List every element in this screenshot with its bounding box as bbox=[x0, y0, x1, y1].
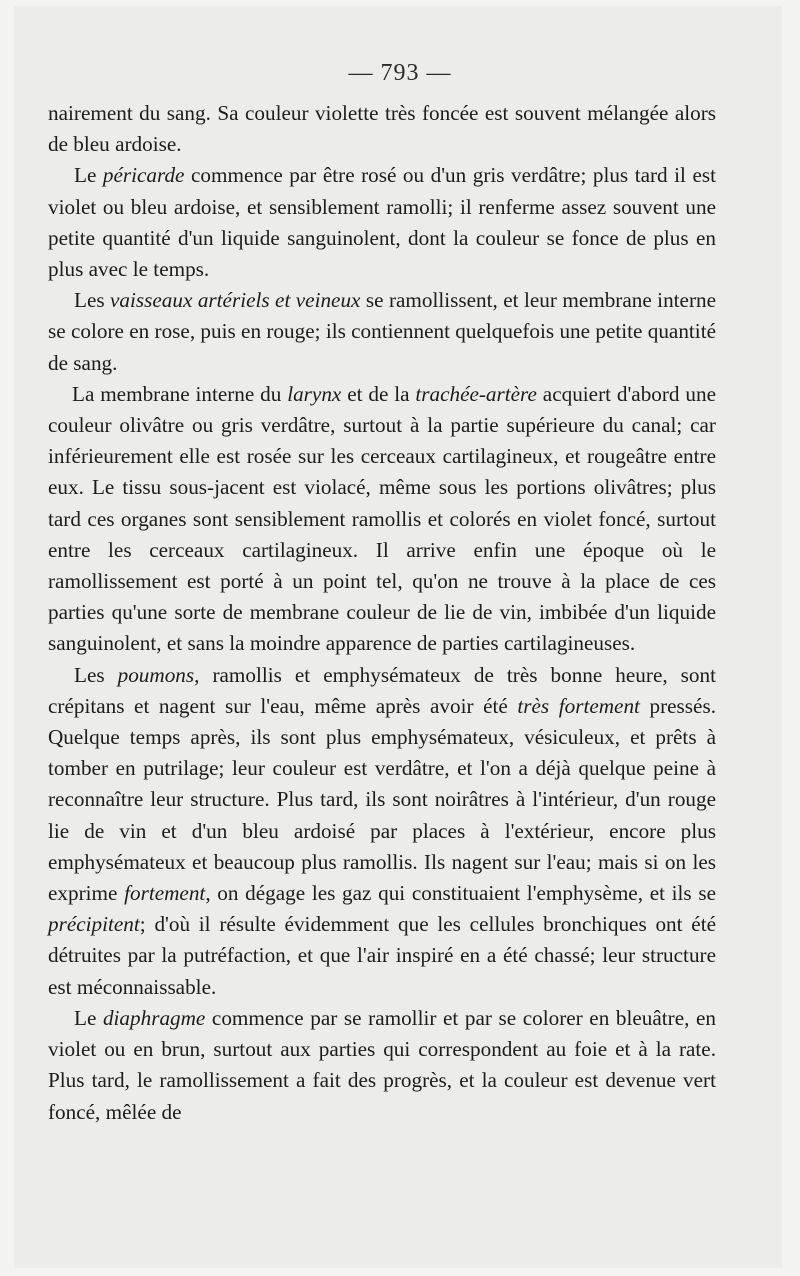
text-run: et de la bbox=[341, 381, 416, 406]
italic-term: précipitent bbox=[48, 912, 140, 937]
text-run: , ramollis et emphysémateux de très bonne heure, sont crépitans et nagent sur l'eau, même après avoir été bbox=[48, 662, 716, 718]
paragraph-poumons bbox=[48, 660, 716, 1003]
text-run: ; d'où il résulte évidemment que les cellules bronchiques ont été détruites par la putréfaction, et que l'air inspiré en a été chassé; leur structure est méconnaissable. bbox=[48, 912, 716, 999]
paragraph-text: nairement du sang. Sa couleur violette très foncée est souvent mélangée alors de bleu ardoise. bbox=[48, 101, 716, 157]
page-number: — 793 — bbox=[348, 60, 452, 86]
text-run: acquiert d'abord une couleur olivâtre ou gris verdâtre, surtout à la partie supérieure du canal; car inférieurement elle est rosée sur les cerceaux cartilagineux, et rougeâtre entre eux. Le tissu sous-jacent est violacé, même sous les portions olivâtres; plus tard ces organes sont sensiblement ramollis et colorés en violet foncé, surtout entre les cerceaux cartilagineux. Il arrive enfin une époque où le ramollissement est porté à un point tel, qu'on ne trouve à la place de ces parties qu'une sorte de membrane couleur de lie de vin, imbibée d'un liquide sanguinolent, et sans la moindre apparence de parties cartilagineuses. bbox=[48, 381, 716, 656]
italic-term: poumons bbox=[117, 662, 195, 687]
text-run: La membrane interne du bbox=[72, 381, 288, 406]
paragraph-pericarde bbox=[48, 160, 716, 285]
italic-term: diaphragme bbox=[102, 1005, 206, 1030]
text-run: commence par être rosé ou d'un gris verdâtre; plus tard il est violet ou bleu ardoise, et sensiblement ramolli; il renferme assez souvent une petite quantité d'un liquide sanguinolent, dont la couleur se fonce de plus en plus avec le temps. bbox=[48, 163, 716, 282]
paragraph-diaphragme bbox=[48, 1003, 716, 1128]
italic-term: très fortement bbox=[517, 693, 640, 718]
italic-term: péricarde bbox=[102, 163, 185, 188]
text-run: se ramollissent, et leur membrane interne se colore en rose, puis en rouge; ils contiennent quelquefois une petite quantité de sang. bbox=[48, 288, 717, 375]
text-run: Les bbox=[74, 288, 111, 313]
italic-term: vaisseaux artériels et veineux bbox=[110, 288, 361, 313]
text-run: , on dégage les gaz qui constituaient l'emphysème, et ils se bbox=[205, 881, 717, 906]
italic-term: fortement bbox=[124, 881, 206, 906]
text-run: Le bbox=[74, 163, 103, 188]
italic-term: trachée-artère bbox=[415, 381, 537, 406]
paragraph-larynx bbox=[48, 379, 716, 660]
body-text bbox=[48, 98, 716, 1128]
text-run: Les bbox=[74, 662, 118, 687]
paragraph-continued bbox=[48, 98, 716, 160]
text-run: pressés. Quelque temps après, ils sont plus emphysémateux, vésiculeux, et prêts à tomber en putrilage; leur couleur est verdâtre, et l'on a déjà quelque peine à reconnaître leur structure. Plus tard, ils sont noirâtres à l'intérieur, d'un rouge lie de vin et d'un bleu ardoisé par places à l'extérieur, encore plus emphysémateux et beaucoup plus ramollis. Ils nagent sur l'eau; mais si on les exprime bbox=[48, 693, 716, 906]
paragraph-vaisseaux bbox=[48, 285, 716, 379]
text-run: commence par se ramollir et par se colorer en bleuâtre, en violet ou en brun, surtout aux parties qui correspondent au foie et à la rate. Plus tard, le ramollissement a fait des progrès, et la couleur est devenue vert foncé, mêlée de bbox=[48, 1005, 716, 1124]
text-run: Le bbox=[74, 1005, 103, 1030]
italic-term: larynx bbox=[287, 381, 342, 406]
